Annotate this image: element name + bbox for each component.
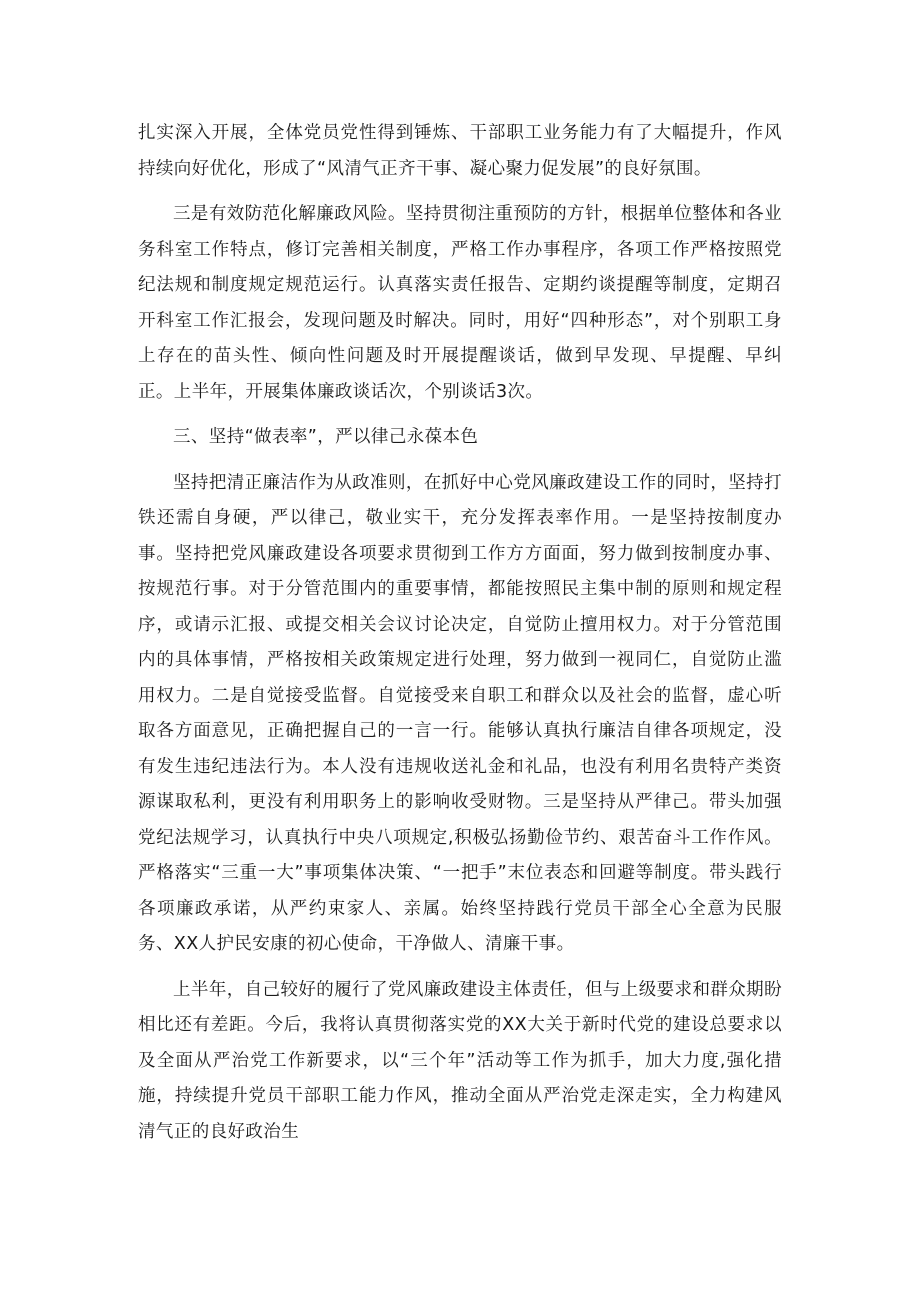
paragraph-continuation: 扎实深入开展，全体党员党性得到锤炼、干部职工业务能力有了大幅提升，作风持续向好优化，形成了“风清气正齐干事、凝心聚力促发展”的良好氛围。 [138, 123, 782, 179]
section-heading-three: 三、坚持“做表率”，严以律己永葆本色 [173, 427, 479, 447]
paragraph-risk-prevention: 三是有效防范化解廉政风险。坚持贯彻注重预防的方针，根据单位整体和各业务科室工作特点，修订完善相关制度，严格工作办事程序，各项工作严格按照党纪法规和制度规定规范运行。认真落实责任报告、定期约谈提醒等制度，定期召开科室工作汇报会，发现问题及时解决。同时，用好“四种形态”，对个别职工身上存在的苗头性、倾向性问题及时开展提醒谈话，做到早发现、早提醒、早纠正。上半年，开展集体廉政谈话次，个别谈话3次。 [138, 204, 782, 402]
paragraph-self-discipline: 坚持把清正廉洁作为从政准则，在抓好中心党风廉政建设工作的同时，坚持打铁还需自身硬，严以律己，敬业实干，充分发挥表率作用。一是坚持按制度办事。坚持把党风廉政建设各项要求贯彻到工作方方面面，努力做到按制度办事、按规范行事。对于分管范围内的重要事情，都能按照民主集中制的原则和规定程序，或请示汇报、或提交相关会议讨论决定，自觉防止擅用权力。对于分管范围内的具体事情，严格按相关政策规定进行处理，努力做到一视同仁，自觉防止滥用权力。二是自觉接受监督。自觉接受来自职工和群众以及社会的监督，虚心听取各方面意见，正确把握自己的一言一行。能够认真执行廉洁自律各项规定，没有发生违纪违法行为。本人没有违规收送礼金和礼品，也没有利用名贵特产类资源谋取私利，更没有利用职务上的影响收受财物。三是坚持从严律己。带头加强党纪法规学习，认真执行中央八项规定,积极弘扬勤俭节约、艰苦奋斗工作作风。严格落实“三重一大”事项集体决策、“一把手”末位表态和回避等制度。带头践行各项廉政承诺，从严约束家人、亲属。始终坚持践行党员干部全心全意为民服务、XX人护民安康的初心使命，干净做人、清廉干事。 [138, 472, 782, 954]
document-body [138, 116, 782, 1160]
paragraph-conclusion: 上半年，自己较好的履行了党风廉政建设主体责任，但与上级要求和群众期盼相比还有差距。今后，我将认真贯彻落实党的XX大关于新时代党的建设总要求以及全面从严治党工作新要求，以“三个年”活动等工作为抓手，加大力度,强化措施，持续提升党员干部职工能力作风，推动全面从严治党走深走实，全力构建风清气正的良好政治生 [138, 979, 782, 1142]
